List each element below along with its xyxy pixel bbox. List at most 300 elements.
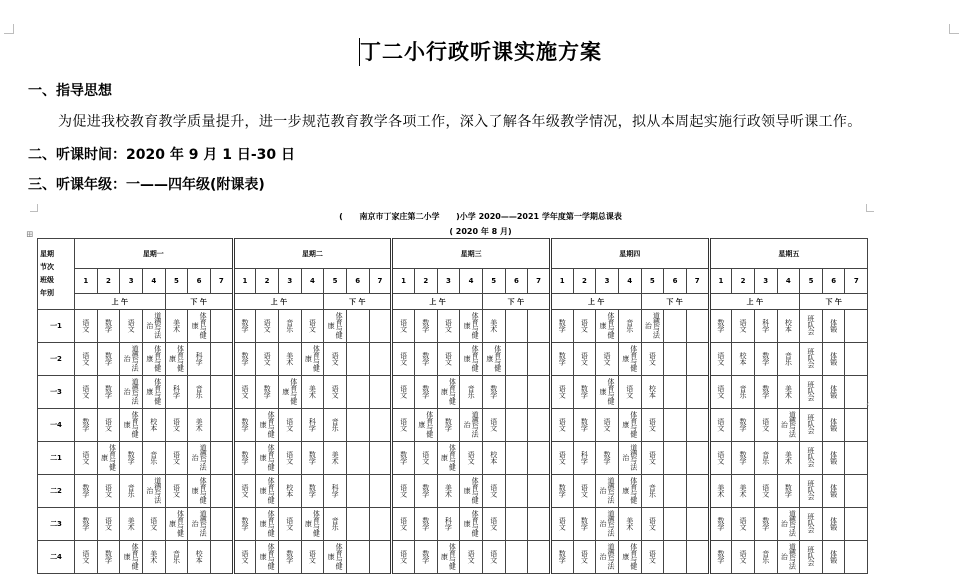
- schedule-cell: [618, 343, 641, 376]
- schedule-cell: [845, 508, 868, 541]
- subject-text: 语文: [558, 417, 567, 431]
- subject-text: 数学: [784, 483, 793, 497]
- subject-text: 数学: [240, 417, 249, 431]
- subject-text: 数学: [104, 351, 113, 365]
- schedule-cell: [641, 475, 664, 508]
- schedule-cell: [392, 376, 415, 409]
- schedule-cell: [800, 442, 823, 475]
- subject-text: 数学: [240, 351, 249, 365]
- schedule-cell: [482, 343, 505, 376]
- schedule-cell: [573, 343, 596, 376]
- schedule-cell: [165, 541, 188, 574]
- subject-text: 语文: [81, 549, 90, 563]
- schedule-cell: [210, 442, 233, 475]
- schedule-cell: [709, 409, 732, 442]
- schedule-cell: [709, 343, 732, 376]
- schedule-cell: [482, 442, 505, 475]
- section1-heading[interactable]: 一、指导思想: [28, 83, 112, 99]
- schedule-cell: [505, 310, 528, 343]
- period-number: 6: [188, 269, 211, 294]
- schedule-cell: [142, 343, 165, 376]
- subject-text: 语文: [648, 549, 657, 563]
- subject-text: 音乐: [648, 483, 657, 497]
- schedule-cell: [754, 508, 777, 541]
- schedule-cell: [120, 508, 143, 541]
- subject-text: 道德与法治: [123, 345, 140, 371]
- subject-text: 数学: [240, 516, 249, 530]
- subject-text: 语文: [285, 450, 294, 464]
- schedule-cell: [550, 376, 573, 409]
- schedule-cell: [528, 376, 551, 409]
- period-number: 1: [75, 269, 98, 294]
- subject-text: 语文: [104, 483, 113, 497]
- schedule-cell: [460, 376, 483, 409]
- period-number: 4: [777, 269, 800, 294]
- subject-text: 语文: [172, 417, 181, 431]
- schedule-cell: [732, 508, 755, 541]
- schedule-cell: [392, 442, 415, 475]
- subject-text: 数学: [421, 318, 430, 332]
- subject-text: 班队会: [807, 546, 815, 566]
- subject-text: 数学: [489, 384, 498, 398]
- subject-text: 数学: [104, 318, 113, 332]
- schedule-cell: [596, 310, 619, 343]
- schedule-cell: [460, 541, 483, 574]
- schedule-cell: [97, 310, 120, 343]
- subject-text: 数学: [285, 549, 294, 563]
- subject-text: 音乐: [761, 450, 770, 464]
- subject-text: 数学: [240, 318, 249, 332]
- subject-text: 体育与健康: [463, 345, 480, 371]
- schedule-cell: [75, 508, 98, 541]
- schedule-cell: [301, 310, 324, 343]
- schedule-cell: [754, 343, 777, 376]
- pm-label: 下 午: [165, 294, 233, 310]
- subject-text: 班队会: [807, 447, 815, 467]
- schedule-cell: [188, 343, 211, 376]
- subject-text: 道德与法治: [463, 411, 480, 437]
- subject-text: 体育与健康: [304, 510, 321, 536]
- day-header: 星期四: [550, 239, 709, 269]
- schedule-cell: [210, 541, 233, 574]
- subject-text: 科学: [331, 483, 340, 497]
- subject-text: 语文: [81, 318, 90, 332]
- schedule-cell: [460, 409, 483, 442]
- am-label: 上 午: [233, 294, 324, 310]
- subject-text: 数学: [580, 417, 589, 431]
- section3-heading[interactable]: 三、听课年级：一——四年级(附课表): [28, 177, 265, 193]
- schedule-cell: [233, 475, 256, 508]
- schedule-cell: [800, 310, 823, 343]
- class-label: 一3: [38, 376, 75, 409]
- period-number: 4: [618, 269, 641, 294]
- schedule-cell: [120, 541, 143, 574]
- subject-text: 语文: [399, 483, 408, 497]
- schedule-cell: [142, 442, 165, 475]
- corner-label-line: 年别: [40, 289, 54, 297]
- subject-text: 体育与健康: [145, 345, 162, 371]
- period-number: 2: [732, 269, 755, 294]
- schedule-cell: [75, 409, 98, 442]
- page-margin-corner-left: [4, 24, 14, 34]
- schedule-cell: [641, 376, 664, 409]
- corner-label-line: 星期: [40, 250, 54, 258]
- schedule-cell: [618, 442, 641, 475]
- subject-text: 语文: [263, 318, 272, 332]
- corner-label-line: 班级: [40, 276, 54, 284]
- schedule-cell: [845, 541, 868, 574]
- schedule-cell: [777, 508, 800, 541]
- subject-text: 音乐: [467, 384, 476, 398]
- subject-text: 体育与健康: [440, 543, 457, 569]
- subject-text: 数学: [308, 483, 317, 497]
- am-label: 上 午: [550, 294, 641, 310]
- table-corner-header: [38, 239, 75, 310]
- schedule-cell: [75, 442, 98, 475]
- schedule-cell: [550, 310, 573, 343]
- table-move-handle-icon[interactable]: ⊞: [26, 230, 34, 240]
- period-number: 4: [460, 269, 483, 294]
- schedule-cell: [686, 442, 709, 475]
- subject-text: 语文: [399, 417, 408, 431]
- schedule-cell: [505, 508, 528, 541]
- subject-text: 校本: [285, 483, 294, 497]
- schedule-cell: [709, 310, 732, 343]
- am-label: 上 午: [392, 294, 483, 310]
- schedule-cell: [664, 442, 687, 475]
- subject-text: 道德与法治: [599, 477, 616, 503]
- schedule-cell: [596, 541, 619, 574]
- schedule-cell: [75, 343, 98, 376]
- schedule-cell: [460, 508, 483, 541]
- schedule-cell: [324, 409, 347, 442]
- subject-text: 语文: [558, 516, 567, 530]
- subject-text: 道德与法治: [145, 477, 162, 503]
- schedule-cell: [346, 475, 369, 508]
- period-number: 6: [505, 269, 528, 294]
- schedule-cell: [800, 541, 823, 574]
- schedule-cell: [777, 541, 800, 574]
- schedule-cell: [686, 376, 709, 409]
- schedule-cell: [822, 310, 845, 343]
- period-number: 3: [278, 269, 301, 294]
- schedule-cell: [505, 409, 528, 442]
- subject-text: 语文: [399, 549, 408, 563]
- subject-text: 道德与法治: [621, 444, 638, 470]
- schedule-cell: [573, 310, 596, 343]
- schedule-cell: [845, 376, 868, 409]
- day-header: 星期五: [709, 239, 868, 269]
- table-row: [38, 310, 868, 343]
- subject-text: 语文: [240, 384, 249, 398]
- schedule-cell: [188, 541, 211, 574]
- table-row: [38, 508, 868, 541]
- subject-text: 音乐: [127, 483, 136, 497]
- section1-paragraph[interactable]: 为促进我校教育教学质量提升，进一步规范教育教学各项工作，深入了解各年级教学情况，拟从本周起实施行政领导听课工作。: [58, 114, 862, 130]
- schedule-cell: [641, 442, 664, 475]
- subject-text: 科学: [580, 450, 589, 464]
- subject-text: 语文: [489, 549, 498, 563]
- subject-text: 音乐: [149, 450, 158, 464]
- resize-handle-icon[interactable]: ‹: [866, 400, 870, 410]
- schedule-cell: [800, 343, 823, 376]
- schedule-cell: [754, 541, 777, 574]
- subject-text: 语文: [81, 351, 90, 365]
- schedule-cell: [800, 376, 823, 409]
- subject-text: 语文: [331, 384, 340, 398]
- schedule-table: [37, 238, 868, 574]
- subject-text: 语文: [81, 450, 90, 464]
- schedule-cell: [120, 442, 143, 475]
- schedule-cell: [97, 409, 120, 442]
- subject-text: 数学: [127, 450, 136, 464]
- schedule-cell: [709, 376, 732, 409]
- subject-text: 体育与健康: [621, 411, 638, 437]
- schedule-cell: [686, 310, 709, 343]
- schedule-cell: [709, 442, 732, 475]
- subject-text: 数学: [104, 384, 113, 398]
- schedule-cell: [324, 541, 347, 574]
- subject-text: 语文: [308, 318, 317, 332]
- subject-text: 语文: [399, 516, 408, 530]
- schedule-cell: [142, 508, 165, 541]
- schedule-cell: [437, 508, 460, 541]
- schedule-cell: [278, 409, 301, 442]
- subject-text: 体育与健康: [440, 378, 457, 404]
- document-title[interactable]: 丁二小行政听课实施方案: [360, 40, 602, 64]
- subject-text: 语文: [739, 318, 748, 332]
- subject-text: 语文: [603, 351, 612, 365]
- schedule-cell: [414, 376, 437, 409]
- schedule-cell: [256, 442, 279, 475]
- subject-text: 体育与健康: [123, 411, 140, 437]
- subject-text: 体锻: [829, 384, 838, 398]
- subject-text: 音乐: [331, 417, 340, 431]
- subject-text: 数学: [558, 549, 567, 563]
- schedule-cell: [210, 343, 233, 376]
- schedule-cell: [437, 376, 460, 409]
- subject-text: 语文: [81, 384, 90, 398]
- subject-text: 数学: [263, 384, 272, 398]
- subject-text: 体育与健康: [259, 510, 276, 536]
- section2-heading[interactable]: 二、听课时间：2020 年 9 月 1 日-30 日: [28, 147, 295, 163]
- schedule-cell: [210, 475, 233, 508]
- period-number: 1: [392, 269, 415, 294]
- subject-text: 语文: [444, 351, 453, 365]
- schedule-cell: [142, 541, 165, 574]
- schedule-cell: [777, 343, 800, 376]
- schedule-cell: [142, 409, 165, 442]
- subject-text: 语文: [444, 318, 453, 332]
- schedule-cell: [822, 442, 845, 475]
- subject-text: 美术: [331, 450, 340, 464]
- subject-text: 美术: [172, 318, 181, 332]
- schedule-cell: [550, 475, 573, 508]
- class-label: 二3: [38, 508, 75, 541]
- schedule-cell: [188, 310, 211, 343]
- subject-text: 音乐: [172, 549, 181, 563]
- schedule-cell: [369, 343, 392, 376]
- pm-label: 下 午: [641, 294, 709, 310]
- schedule-cell: [777, 409, 800, 442]
- schedule-cell: [324, 343, 347, 376]
- subject-text: 语文: [285, 516, 294, 530]
- subject-text: 班队会: [807, 414, 815, 434]
- subject-text: 校本: [489, 450, 498, 464]
- schedule-cell: [845, 409, 868, 442]
- schedule-cell: [369, 409, 392, 442]
- schedule-cell: [528, 475, 551, 508]
- subject-text: 科学: [195, 351, 204, 365]
- subject-text: 语文: [104, 516, 113, 530]
- schedule-cell: [392, 409, 415, 442]
- period-number: 7: [528, 269, 551, 294]
- subject-text: 语文: [558, 384, 567, 398]
- subject-text: 语文: [761, 417, 770, 431]
- subject-text: 体育与健康: [599, 378, 616, 404]
- schedule-cell: [210, 376, 233, 409]
- subject-text: 体育与健康: [327, 543, 344, 569]
- subject-text: 体锻: [829, 318, 838, 332]
- subject-text: 体育与健康: [168, 345, 185, 371]
- schedule-cell: [686, 475, 709, 508]
- subject-text: 美术: [784, 384, 793, 398]
- schedule-cell: [278, 508, 301, 541]
- subject-text: 数学: [739, 450, 748, 464]
- subject-text: 班队会: [807, 348, 815, 368]
- schedule-cell: [437, 310, 460, 343]
- schedule-cell: [822, 376, 845, 409]
- period-number: 5: [324, 269, 347, 294]
- schedule-cell: [596, 442, 619, 475]
- subject-text: 体育与健康: [281, 378, 298, 404]
- schedule-cell: [165, 376, 188, 409]
- schedule-cell: [709, 508, 732, 541]
- schedule-cell: [460, 475, 483, 508]
- subject-text: 语文: [716, 351, 725, 365]
- schedule-cell: [573, 508, 596, 541]
- schedule-cell: [392, 475, 415, 508]
- schedule-cell: [777, 376, 800, 409]
- period-number: 5: [482, 269, 505, 294]
- period-number: 7: [369, 269, 392, 294]
- schedule-cell: [165, 343, 188, 376]
- schedule-cell: [573, 475, 596, 508]
- schedule-cell: [256, 475, 279, 508]
- subject-text: 语文: [648, 450, 657, 464]
- subject-text: 体育与健康: [463, 477, 480, 503]
- schedule-cell: [414, 310, 437, 343]
- schedule-cell: [618, 310, 641, 343]
- subject-text: 语文: [399, 384, 408, 398]
- schedule-cell: [460, 442, 483, 475]
- schedule-cell: [437, 541, 460, 574]
- class-label: 一2: [38, 343, 75, 376]
- subject-text: 语文: [399, 318, 408, 332]
- subject-text: 语文: [648, 516, 657, 530]
- day-header: 星期二: [233, 239, 392, 269]
- subject-text: 语文: [467, 450, 476, 464]
- day-header: 星期一: [75, 239, 234, 269]
- subject-text: 数学: [399, 450, 408, 464]
- schedule-cell: [822, 409, 845, 442]
- subject-text: 班队会: [807, 513, 815, 533]
- schedule-cell: [777, 310, 800, 343]
- schedule-cell: [460, 343, 483, 376]
- schedule-cell: [256, 310, 279, 343]
- pm-label: 下 午: [800, 294, 868, 310]
- subject-text: 校本: [195, 549, 204, 563]
- subject-text: 数学: [716, 549, 725, 563]
- subject-text: 数学: [81, 483, 90, 497]
- schedule-cell: [301, 409, 324, 442]
- subject-text: 数学: [761, 384, 770, 398]
- schedule-cell: [573, 376, 596, 409]
- subject-text: 音乐: [331, 516, 340, 530]
- schedule-cell: [664, 376, 687, 409]
- subject-text: 道德与法治: [191, 444, 208, 470]
- schedule-cell: [97, 508, 120, 541]
- schedule-cell: [573, 541, 596, 574]
- schedule-cell: [233, 343, 256, 376]
- schedule-cell: [188, 409, 211, 442]
- subject-text: 校本: [784, 318, 793, 332]
- schedule-cell: [845, 343, 868, 376]
- subject-text: 语文: [421, 450, 430, 464]
- subject-text: 校本: [149, 417, 158, 431]
- subject-text: 体锻: [829, 417, 838, 431]
- period-number: 3: [120, 269, 143, 294]
- subject-text: 美术: [195, 417, 204, 431]
- schedule-cell: [346, 442, 369, 475]
- subject-text: 体锻: [829, 450, 838, 464]
- subject-text: 体育与健康: [259, 444, 276, 470]
- subject-text: 语文: [716, 450, 725, 464]
- schedule-cell: [346, 541, 369, 574]
- subject-text: 数学: [421, 516, 430, 530]
- schedule-cell: [120, 310, 143, 343]
- subject-text: 体育与健康: [440, 444, 457, 470]
- subject-text: 语文: [149, 516, 158, 530]
- subject-text: 数学: [421, 351, 430, 365]
- subject-text: 语文: [263, 351, 272, 365]
- schedule-cell: [324, 376, 347, 409]
- period-number: 4: [301, 269, 324, 294]
- subject-text: 班队会: [807, 381, 815, 401]
- schedule-cell: [278, 343, 301, 376]
- subject-text: 体育与健康: [463, 510, 480, 536]
- schedule-cell: [641, 508, 664, 541]
- subject-text: 语文: [399, 351, 408, 365]
- schedule-cell: [777, 475, 800, 508]
- schedule-cell: [278, 376, 301, 409]
- subject-text: 数学: [308, 450, 317, 464]
- subject-text: 语文: [761, 483, 770, 497]
- subject-text: 语文: [716, 417, 725, 431]
- subject-text: 语文: [240, 549, 249, 563]
- schedule-cell: [233, 541, 256, 574]
- table-row: [38, 442, 868, 475]
- subject-text: 美术: [127, 516, 136, 530]
- schedule-cell: [686, 409, 709, 442]
- period-number: 7: [686, 269, 709, 294]
- schedule-cell: [346, 343, 369, 376]
- subject-text: 道德与法治: [123, 378, 140, 404]
- subject-text: 语文: [127, 318, 136, 332]
- schedule-cell: [596, 508, 619, 541]
- subject-text: 体育与健康: [168, 510, 185, 536]
- subject-text: 数学: [580, 384, 589, 398]
